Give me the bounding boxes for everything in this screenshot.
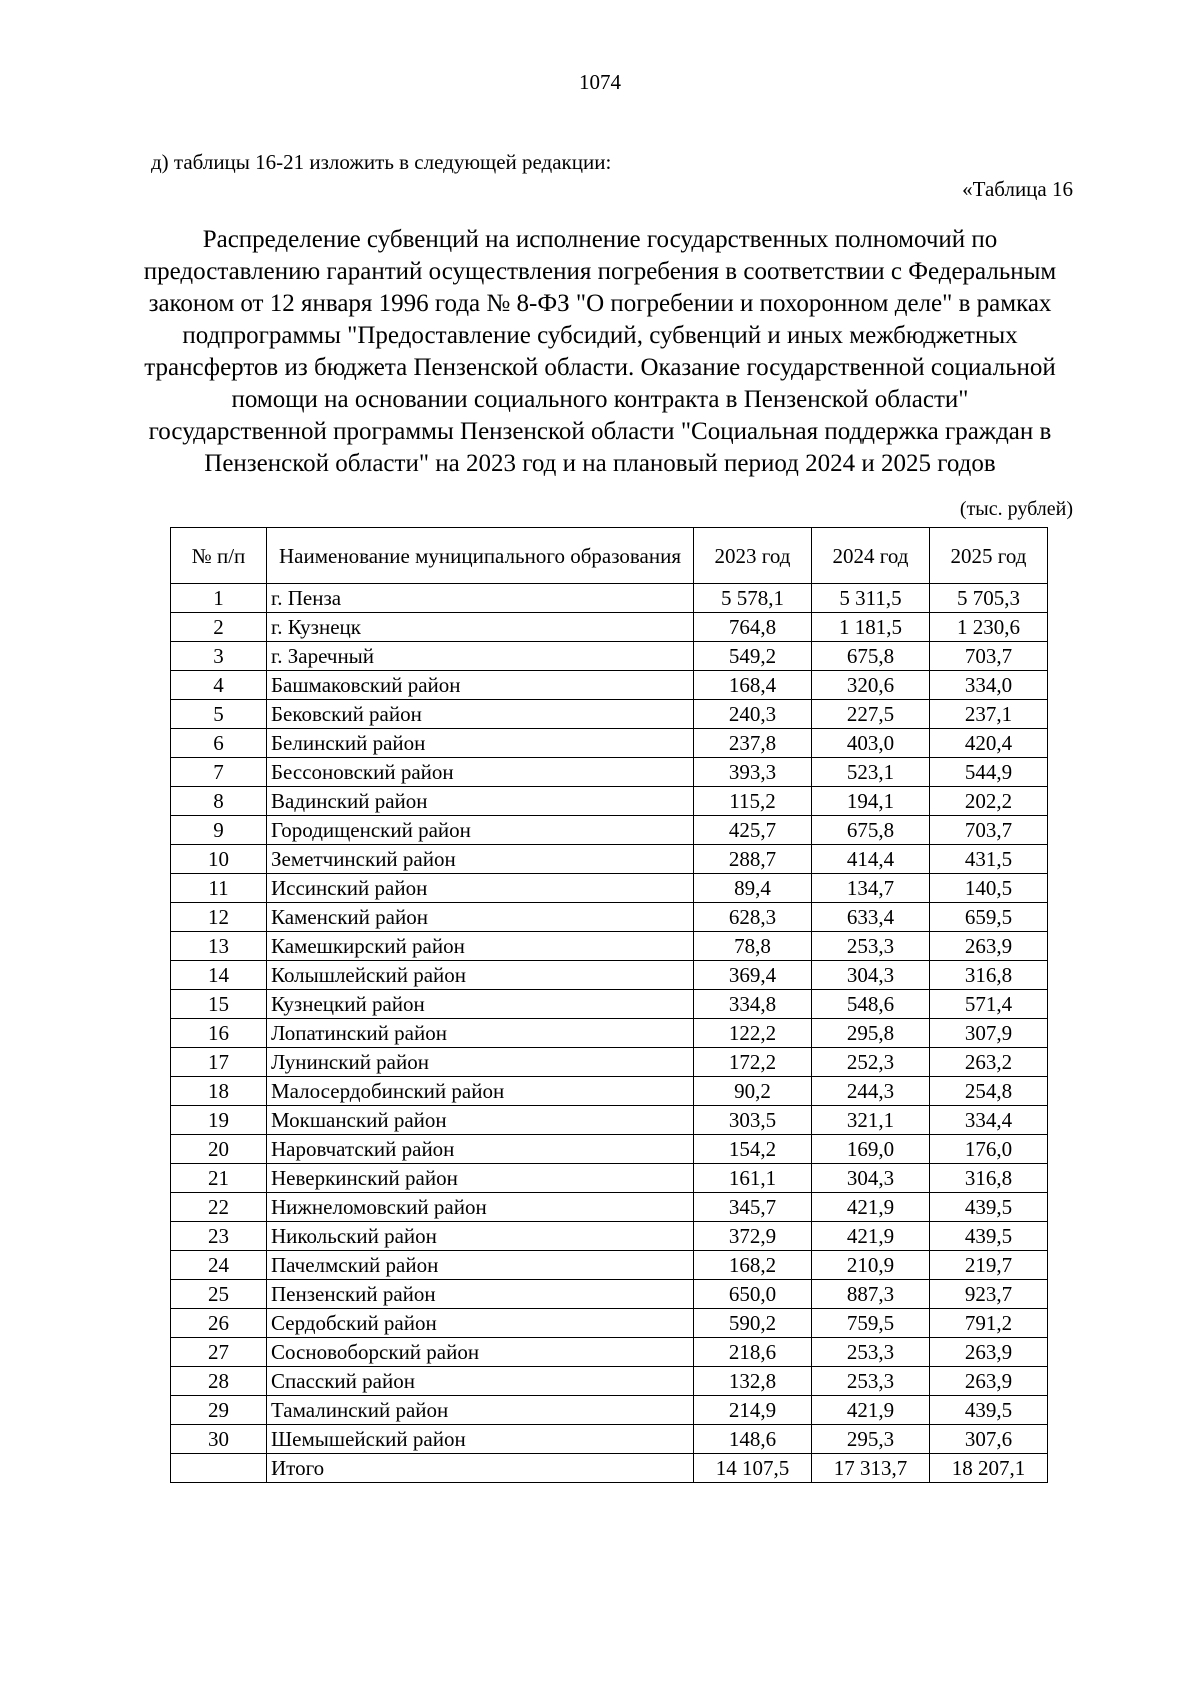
table-row — [171, 1367, 1048, 1396]
value-2023: 369,4 — [694, 961, 812, 990]
value-2023: 172,2 — [694, 1048, 812, 1077]
municipality-name: г. Пенза — [267, 584, 694, 613]
municipality-name: Белинский район — [267, 729, 694, 758]
table-row — [171, 729, 1048, 758]
municipality-name: Пензенский район — [267, 1280, 694, 1309]
value-2024: 210,9 — [812, 1251, 930, 1280]
row-number: 10 — [171, 845, 267, 874]
value-2024: 194,1 — [812, 787, 930, 816]
table-row — [171, 874, 1048, 903]
value-2025: 307,6 — [930, 1425, 1048, 1454]
table-row — [171, 671, 1048, 700]
row-number: 27 — [171, 1338, 267, 1367]
value-2025: 439,5 — [930, 1193, 1048, 1222]
subvention-table — [170, 527, 1048, 1483]
row-number: 14 — [171, 961, 267, 990]
table-reference: «Таблица 16 — [962, 177, 1073, 201]
row-number: 28 — [171, 1367, 267, 1396]
row-number: 18 — [171, 1077, 267, 1106]
value-2024: 675,8 — [812, 642, 930, 671]
value-2023: 89,4 — [694, 874, 812, 903]
value-2025: 254,8 — [930, 1077, 1048, 1106]
row-number: 22 — [171, 1193, 267, 1222]
value-2024: 523,1 — [812, 758, 930, 787]
value-2023: 650,0 — [694, 1280, 812, 1309]
municipality-name: Земетчинский район — [267, 845, 694, 874]
row-number: 1 — [171, 584, 267, 613]
table-row — [171, 903, 1048, 932]
municipality-name: Сосновоборский район — [267, 1338, 694, 1367]
municipality-name: Сердобский район — [267, 1309, 694, 1338]
header-2024: 2024 год — [812, 528, 930, 584]
value-2024: 320,6 — [812, 671, 930, 700]
table-header-row — [171, 528, 1048, 584]
value-2023: 240,3 — [694, 700, 812, 729]
municipality-name: Малосердобинский район — [267, 1077, 694, 1106]
value-2023: 148,6 — [694, 1425, 812, 1454]
municipality-name: Вадинский район — [267, 787, 694, 816]
table-row — [171, 1077, 1048, 1106]
value-2024: 548,6 — [812, 990, 930, 1019]
value-2025: 791,2 — [930, 1309, 1048, 1338]
value-2024: 227,5 — [812, 700, 930, 729]
municipality-name: Пачелмский район — [267, 1251, 694, 1280]
value-2024: 134,7 — [812, 874, 930, 903]
row-number — [171, 1454, 267, 1483]
municipality-name: Нижнеломовский район — [267, 1193, 694, 1222]
value-2023: 549,2 — [694, 642, 812, 671]
row-number: 29 — [171, 1396, 267, 1425]
row-number: 23 — [171, 1222, 267, 1251]
value-2023: 345,7 — [694, 1193, 812, 1222]
municipality-name: г. Заречный — [267, 642, 694, 671]
municipality-name: Лунинский район — [267, 1048, 694, 1077]
value-2025: 420,4 — [930, 729, 1048, 758]
municipality-name: Мокшанский район — [267, 1106, 694, 1135]
table-row — [171, 642, 1048, 671]
value-2025: 307,9 — [930, 1019, 1048, 1048]
value-2023: 14 107,5 — [694, 1454, 812, 1483]
table-row — [171, 932, 1048, 961]
value-2024: 1 181,5 — [812, 613, 930, 642]
row-number: 11 — [171, 874, 267, 903]
units-label: (тыс. рублей) — [959, 498, 1073, 520]
page-number: 1074 — [579, 70, 621, 94]
value-2024: 253,3 — [812, 932, 930, 961]
value-2024: 321,1 — [812, 1106, 930, 1135]
table-row — [171, 613, 1048, 642]
value-2023: 122,2 — [694, 1019, 812, 1048]
value-2023: 90,2 — [694, 1077, 812, 1106]
value-2024: 421,9 — [812, 1222, 930, 1251]
value-2023: 303,5 — [694, 1106, 812, 1135]
table-body — [171, 584, 1048, 1483]
value-2025: 263,9 — [930, 1338, 1048, 1367]
municipality-name: Бековский район — [267, 700, 694, 729]
value-2023: 425,7 — [694, 816, 812, 845]
value-2025: 316,8 — [930, 1164, 1048, 1193]
municipality-name: Башмаковский район — [267, 671, 694, 700]
table-row — [171, 1280, 1048, 1309]
table-row — [171, 845, 1048, 874]
value-2024: 759,5 — [812, 1309, 930, 1338]
value-2025: 202,2 — [930, 787, 1048, 816]
table-row — [171, 1309, 1048, 1338]
value-2024: 244,3 — [812, 1077, 930, 1106]
value-2023: 5 578,1 — [694, 584, 812, 613]
value-2025: 334,0 — [930, 671, 1048, 700]
value-2023: 154,2 — [694, 1135, 812, 1164]
value-2024: 253,3 — [812, 1338, 930, 1367]
value-2025: 703,7 — [930, 816, 1048, 845]
municipality-name: Иссинский район — [267, 874, 694, 903]
value-2025: 18 207,1 — [930, 1454, 1048, 1483]
row-number: 16 — [171, 1019, 267, 1048]
row-number: 20 — [171, 1135, 267, 1164]
value-2025: 219,7 — [930, 1251, 1048, 1280]
row-number: 24 — [171, 1251, 267, 1280]
value-2024: 304,3 — [812, 961, 930, 990]
municipality-name: Кузнецкий район — [267, 990, 694, 1019]
value-2025: 334,4 — [930, 1106, 1048, 1135]
municipality-name: Спасский район — [267, 1367, 694, 1396]
row-number: 3 — [171, 642, 267, 671]
value-2023: 161,1 — [694, 1164, 812, 1193]
value-2024: 295,3 — [812, 1425, 930, 1454]
value-2023: 168,2 — [694, 1251, 812, 1280]
value-2023: 628,3 — [694, 903, 812, 932]
value-2025: 316,8 — [930, 961, 1048, 990]
table-row — [171, 1251, 1048, 1280]
value-2025: 923,7 — [930, 1280, 1048, 1309]
municipality-name: Неверкинский район — [267, 1164, 694, 1193]
row-number: 8 — [171, 787, 267, 816]
header-municipality: Наименование муниципального образования — [267, 528, 694, 584]
value-2024: 633,4 — [812, 903, 930, 932]
header-2023: 2023 год — [694, 528, 812, 584]
row-number: 12 — [171, 903, 267, 932]
row-number: 9 — [171, 816, 267, 845]
table-row — [171, 1164, 1048, 1193]
header-number: № п/п — [171, 528, 267, 584]
value-2024: 5 311,5 — [812, 584, 930, 613]
table-row — [171, 1135, 1048, 1164]
table-row — [171, 1338, 1048, 1367]
table-row — [171, 1106, 1048, 1135]
value-2024: 414,4 — [812, 845, 930, 874]
municipality-name: Тамалинский район — [267, 1396, 694, 1425]
value-2023: 78,8 — [694, 932, 812, 961]
value-2025: 703,7 — [930, 642, 1048, 671]
municipality-name: Колышлейский район — [267, 961, 694, 990]
table-row — [171, 1425, 1048, 1454]
value-2024: 675,8 — [812, 816, 930, 845]
value-2025: 439,5 — [930, 1222, 1048, 1251]
row-number: 26 — [171, 1309, 267, 1338]
municipality-name: Камешкирский район — [267, 932, 694, 961]
value-2024: 252,3 — [812, 1048, 930, 1077]
value-2024: 421,9 — [812, 1193, 930, 1222]
table-row — [171, 758, 1048, 787]
municipality-name: Бессоновский район — [267, 758, 694, 787]
municipality-name: Каменский район — [267, 903, 694, 932]
value-2023: 590,2 — [694, 1309, 812, 1338]
value-2025: 439,5 — [930, 1396, 1048, 1425]
municipality-name: Шемышейский район — [267, 1425, 694, 1454]
value-2024: 253,3 — [812, 1367, 930, 1396]
municipality-name: г. Кузнецк — [267, 613, 694, 642]
row-number: 7 — [171, 758, 267, 787]
value-2023: 237,8 — [694, 729, 812, 758]
municipality-name: Лопатинский район — [267, 1019, 694, 1048]
value-2025: 5 705,3 — [930, 584, 1048, 613]
value-2023: 288,7 — [694, 845, 812, 874]
value-2025: 140,5 — [930, 874, 1048, 903]
total-row — [171, 1454, 1048, 1483]
table-row — [171, 961, 1048, 990]
municipality-name: Наровчатский район — [267, 1135, 694, 1164]
row-number: 17 — [171, 1048, 267, 1077]
table-row — [171, 700, 1048, 729]
table-row — [171, 1193, 1048, 1222]
value-2023: 168,4 — [694, 671, 812, 700]
table-row — [171, 816, 1048, 845]
value-2023: 214,9 — [694, 1396, 812, 1425]
row-number: 5 — [171, 700, 267, 729]
header-2025: 2025 год — [930, 528, 1048, 584]
value-2025: 544,9 — [930, 758, 1048, 787]
value-2023: 334,8 — [694, 990, 812, 1019]
value-2024: 403,0 — [812, 729, 930, 758]
value-2024: 295,8 — [812, 1019, 930, 1048]
row-number: 2 — [171, 613, 267, 642]
table-row — [171, 787, 1048, 816]
row-number: 13 — [171, 932, 267, 961]
row-number: 15 — [171, 990, 267, 1019]
value-2025: 659,5 — [930, 903, 1048, 932]
document-title: Распределение субвенций на исполнение государственных полномочий по предоставлению гарантий осуществления погребения в соответствии с Федеральным законом от 12 января 1996 года № 8-ФЗ "О погребении и похоронном деле" в рамках подпрограммы "Предоставление субсидий, субвенций и иных межбюджетных трансфертов из бюджета Пензенской области. Оказание государственной социальной помощи на основании социального контракта в Пензенской области" государственной программы Пензенской области "Социальная поддержка граждан в Пензенской области" на 2023 год и на плановый период 2024 и 2025 годов — [143, 226, 1057, 477]
value-2023: 393,3 — [694, 758, 812, 787]
value-2025: 237,1 — [930, 700, 1048, 729]
table-row — [171, 1222, 1048, 1251]
value-2024: 304,3 — [812, 1164, 930, 1193]
row-number: 25 — [171, 1280, 267, 1309]
value-2025: 1 230,6 — [930, 613, 1048, 642]
value-2025: 176,0 — [930, 1135, 1048, 1164]
value-2023: 764,8 — [694, 613, 812, 642]
municipality-name: Итого — [267, 1454, 694, 1483]
value-2023: 372,9 — [694, 1222, 812, 1251]
table-row — [171, 1019, 1048, 1048]
municipality-name: Городищенский район — [267, 816, 694, 845]
value-2023: 115,2 — [694, 787, 812, 816]
value-2023: 218,6 — [694, 1338, 812, 1367]
value-2024: 17 313,7 — [812, 1454, 930, 1483]
value-2024: 169,0 — [812, 1135, 930, 1164]
row-number: 6 — [171, 729, 267, 758]
row-number: 19 — [171, 1106, 267, 1135]
value-2025: 263,2 — [930, 1048, 1048, 1077]
value-2025: 571,4 — [930, 990, 1048, 1019]
table-row — [171, 1048, 1048, 1077]
value-2023: 132,8 — [694, 1367, 812, 1396]
value-2025: 263,9 — [930, 1367, 1048, 1396]
municipality-name: Никольский район — [267, 1222, 694, 1251]
row-number: 4 — [171, 671, 267, 700]
value-2024: 421,9 — [812, 1396, 930, 1425]
value-2025: 431,5 — [930, 845, 1048, 874]
table-row — [171, 1396, 1048, 1425]
row-number: 21 — [171, 1164, 267, 1193]
value-2024: 887,3 — [812, 1280, 930, 1309]
intro-text: д) таблицы 16-21 изложить в следующей редакции: — [151, 150, 612, 174]
table-row — [171, 990, 1048, 1019]
row-number: 30 — [171, 1425, 267, 1454]
value-2025: 263,9 — [930, 932, 1048, 961]
table-row — [171, 584, 1048, 613]
